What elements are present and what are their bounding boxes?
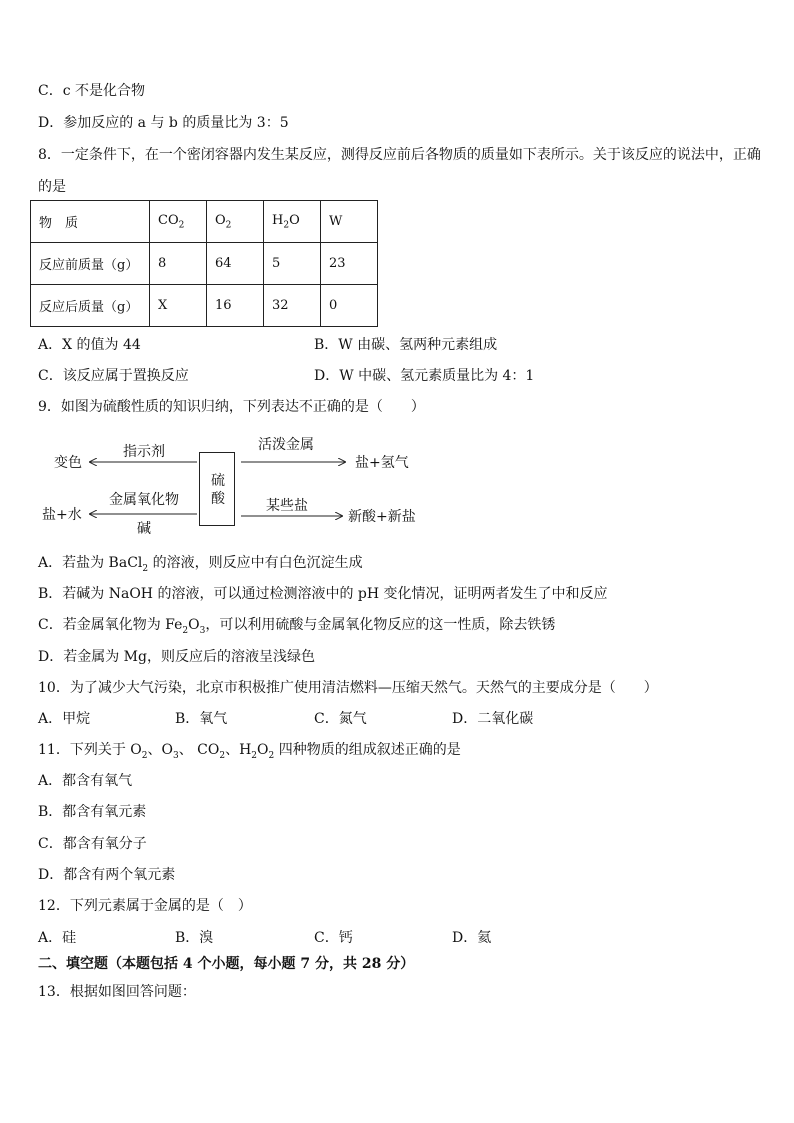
q8-option-c: C．该反应属于置换反应 <box>38 368 189 384</box>
q12-option-a: A．硅 <box>38 930 77 946</box>
q8-option-d: D．W 中碳、氢元素质量比为 4：1 <box>314 368 535 384</box>
q12-option-c: C．钙 <box>314 930 353 946</box>
label-indicator: 指示剂 <box>123 444 165 460</box>
q9-option-b: B．若碱为 NaOH 的溶液，可以通过检测溶液中的 pH 变化情况，证明两者发生了中和反应 <box>38 586 608 602</box>
q8-option-a: A．X 的值为 44 <box>38 337 141 353</box>
table-cell: 反应后质量（g） <box>31 285 150 327</box>
label-some-salts: 某些盐 <box>266 498 308 514</box>
q10-stem: 10．为了减少大气污染，北京市积极推广使用清洁燃料—压缩天然气。天然气的主要成分是（ ） <box>38 680 658 696</box>
result-color-change: 变色 <box>54 455 82 471</box>
q12-option-b: B．溴 <box>175 930 214 946</box>
q8-stem-line1: 8．一定条件下，在一个密闭容器内发生某反应，测得反应前后各物质的质量如下表所示。关于该反应的说法中，正确 <box>38 147 761 163</box>
table-header-cell: 物 质 <box>31 201 150 243</box>
table-cell: 32 <box>264 285 321 327</box>
section-title-fill-in: 二、填空题（本题包括 4 个小题，每小题 7 分，共 28 分） <box>38 956 415 972</box>
q9-stem: 9．如图为硫酸性质的知识归纳，下列表达不正确的是（ ） <box>38 399 425 415</box>
table-cell: 5 <box>264 243 321 285</box>
q7-option-d: D．参加反应的 a 与 b 的质量比为 3：5 <box>38 115 289 131</box>
table-cell: 64 <box>207 243 264 285</box>
q13-stem: 13．根据如图回答问题： <box>38 984 196 1000</box>
table-row <box>31 243 378 285</box>
q8-stem-line2: 的是 <box>38 179 66 195</box>
table-row <box>31 285 378 327</box>
table-header-cell: W <box>321 201 378 243</box>
q11-option-b: B．都含有氧元素 <box>38 804 147 820</box>
q12-option-d: D．氦 <box>452 930 492 946</box>
table-header-cell: $H_2O$ <box>264 201 321 243</box>
table-cell: 16 <box>207 285 264 327</box>
q12-stem: 12．下列元素属于金属的是（ ） <box>38 898 252 914</box>
result-new-acid-new-salt: 新酸+新盐 <box>348 509 416 525</box>
q10-option-a: A．甲烷 <box>38 711 91 727</box>
q8-data-table <box>30 200 378 327</box>
table-header-cell: $O_2$ <box>207 201 264 243</box>
acid-char-bottom: 酸 <box>211 491 225 507</box>
table-cell: 反应前质量（g） <box>31 243 150 285</box>
q9-option-d: D．若金属为 Mg，则反应后的溶液呈浅绿色 <box>38 649 315 665</box>
table-cell: 8 <box>150 243 207 285</box>
q10-option-c: C．氮气 <box>314 711 367 727</box>
label-metal-oxide: 金属氧化物 <box>109 492 179 508</box>
table-row <box>31 201 378 243</box>
q10-option-b: B．氧气 <box>175 711 228 727</box>
label-base: 碱 <box>137 521 151 537</box>
q7-option-c: C．c 不是化合物 <box>38 83 146 99</box>
acid-char-top: 硫 <box>211 473 225 489</box>
q10-option-d: D．二氧化碳 <box>452 711 534 727</box>
sulfuric-acid-box <box>199 452 235 526</box>
q8-option-b: B．W 由碳、氢两种元素组成 <box>314 337 498 353</box>
table-header-cell: $CO_2$ <box>150 201 207 243</box>
q11-stem: 11．下列关于 $O_2$、$O_3$、 $CO_2$、$H_2O_2$ 四种物质的组成叙述正确的是 <box>38 742 461 761</box>
q9-option-c: C．若金属氧化物为 $Fe_2O_3$，可以利用硫酸与金属氧化物反应的这一性质，除去铁锈 <box>38 617 556 636</box>
result-salt-water: 盐+水 <box>42 507 82 523</box>
result-salt-hydrogen: 盐+氢气 <box>355 455 409 471</box>
q11-option-a: A．都含有氧气 <box>38 773 133 789</box>
table-cell: X <box>150 285 207 327</box>
table-cell: 23 <box>321 243 378 285</box>
label-active-metal: 活泼金属 <box>258 437 314 453</box>
q11-option-d: D．都含有两个氧元素 <box>38 867 176 883</box>
q9-option-a: A．若盐为 BaCl$_2$ 的溶液，则反应中有白色沉淀生成 <box>38 555 363 574</box>
table-cell: 0 <box>321 285 378 327</box>
q11-option-c: C．都含有氧分子 <box>38 836 147 852</box>
